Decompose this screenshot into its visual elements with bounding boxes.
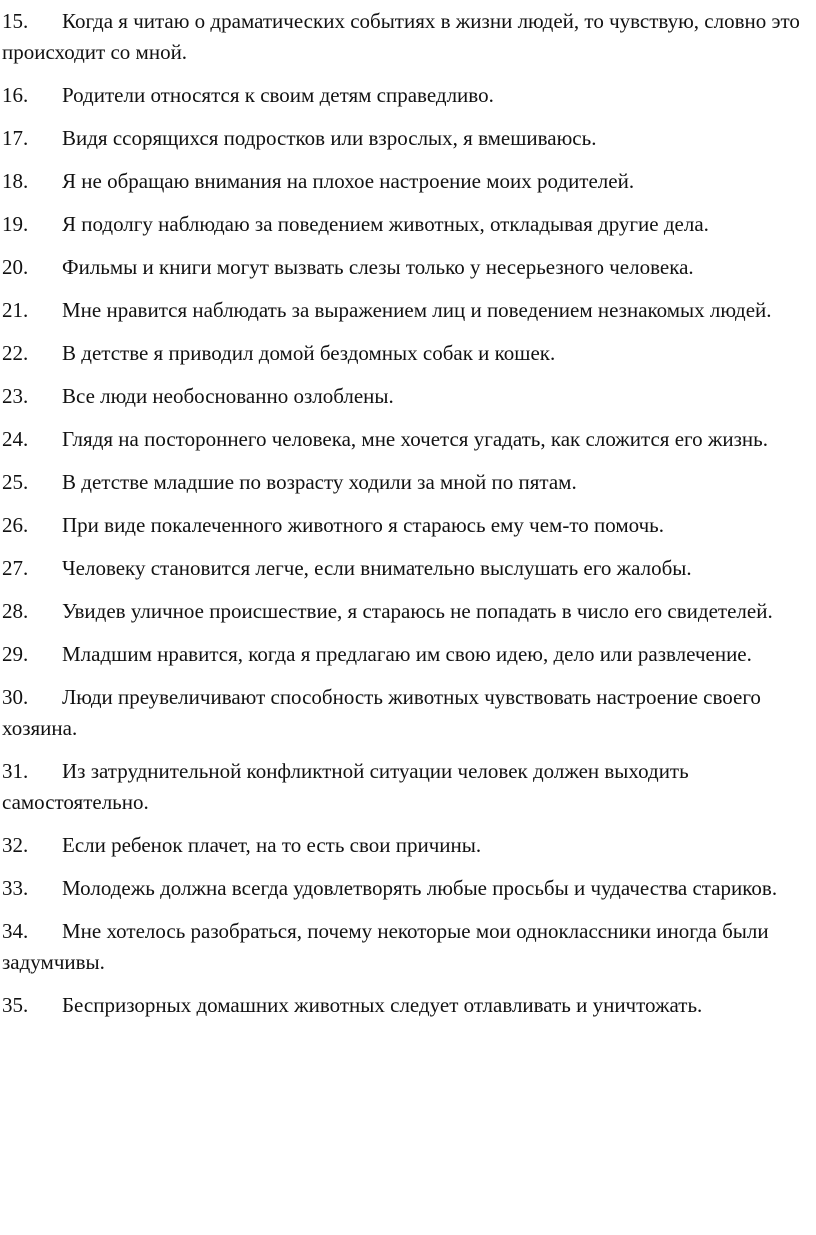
item-text: Когда я читаю о драматических событиях в жизни людей, то чувствую, словно это происходит со мной. (2, 9, 800, 64)
list-item (2, 830, 812, 861)
list-item (2, 553, 812, 584)
list-item (2, 916, 812, 978)
item-number: 18. (2, 169, 29, 193)
item-number: 25. (2, 470, 29, 494)
item-text: Если ребенок плачет, на то есть свои причины. (62, 833, 482, 857)
item-text: Младшим нравится, когда я предлагаю им свою идею, дело или развлечение. (62, 642, 752, 666)
item-number: 34. (2, 919, 29, 943)
list-item (2, 990, 812, 1021)
item-text: Фильмы и книги могут вызвать слезы только у несерьезного человека. (62, 255, 694, 279)
item-number: 35. (2, 993, 29, 1017)
item-number: 26. (2, 513, 29, 537)
item-number: 21. (2, 298, 29, 322)
item-text: Беспризорных домашних животных следует отлавливать и уничтожать. (62, 993, 703, 1017)
item-number: 32. (2, 833, 29, 857)
list-item (2, 252, 812, 283)
list-item (2, 123, 812, 154)
item-number: 15. (2, 9, 29, 33)
list-item (2, 873, 812, 904)
item-text: В детстве младшие по возрасту ходили за мной по пятам. (62, 470, 577, 494)
list-item (2, 467, 812, 498)
item-number: 19. (2, 212, 29, 236)
list-item (2, 338, 812, 369)
item-number: 33. (2, 876, 29, 900)
item-text: Видя ссорящихся подростков или взрослых, я вмешиваюсь. (62, 126, 597, 150)
item-number: 29. (2, 642, 29, 666)
list-item (2, 166, 812, 197)
item-text: В детстве я приводил домой бездомных собак и кошек. (62, 341, 556, 365)
item-text: Я подолгу наблюдаю за поведением животных, откладывая другие дела. (62, 212, 709, 236)
item-text: Мне хотелось разобраться, почему некоторые мои одноклассники иногда были задумчивы. (2, 919, 769, 974)
list-item (2, 295, 812, 326)
item-text: Глядя на постороннего человека, мне хочется угадать, как сложится его жизнь. (62, 427, 768, 451)
item-number: 22. (2, 341, 29, 365)
list-item (2, 6, 812, 68)
item-text: Молодежь должна всегда удовлетворять любые просьбы и чудачества стариков. (62, 876, 778, 900)
item-text: Я не обращаю внимания на плохое настроение моих родителей. (62, 169, 635, 193)
list-item (2, 596, 812, 627)
item-text: Увидев уличное происшествие, я стараюсь не попадать в число его свидетелей. (62, 599, 773, 623)
item-number: 28. (2, 599, 29, 623)
item-number: 20. (2, 255, 29, 279)
list-item (2, 756, 812, 818)
item-text: Из затруднительной конфликтной ситуации человек должен выходить самостоятельно. (2, 759, 689, 814)
item-number: 31. (2, 759, 29, 783)
item-number: 17. (2, 126, 29, 150)
item-number: 30. (2, 685, 29, 709)
item-text: Родители относятся к своим детям справедливо. (62, 83, 494, 107)
item-number: 27. (2, 556, 29, 580)
list-item (2, 510, 812, 541)
list-item (2, 424, 812, 455)
list-item (2, 209, 812, 240)
item-number: 16. (2, 83, 29, 107)
item-text: При виде покалеченного животного я стараюсь ему чем-то помочь. (62, 513, 664, 537)
item-text: Человеку становится легче, если внимательно выслушать его жалобы. (62, 556, 692, 580)
item-number: 23. (2, 384, 29, 408)
item-text: Все люди необоснованно озлоблены. (62, 384, 394, 408)
item-text: Мне нравится наблюдать за выражением лиц и поведением незнакомых людей. (62, 298, 772, 322)
item-number: 24. (2, 427, 29, 451)
list-item (2, 682, 812, 744)
list-item (2, 80, 812, 111)
item-text: Люди преувеличивают способность животных чувствовать настроение своего хозяина. (2, 685, 761, 740)
list-item (2, 639, 812, 670)
list-item (2, 381, 812, 412)
